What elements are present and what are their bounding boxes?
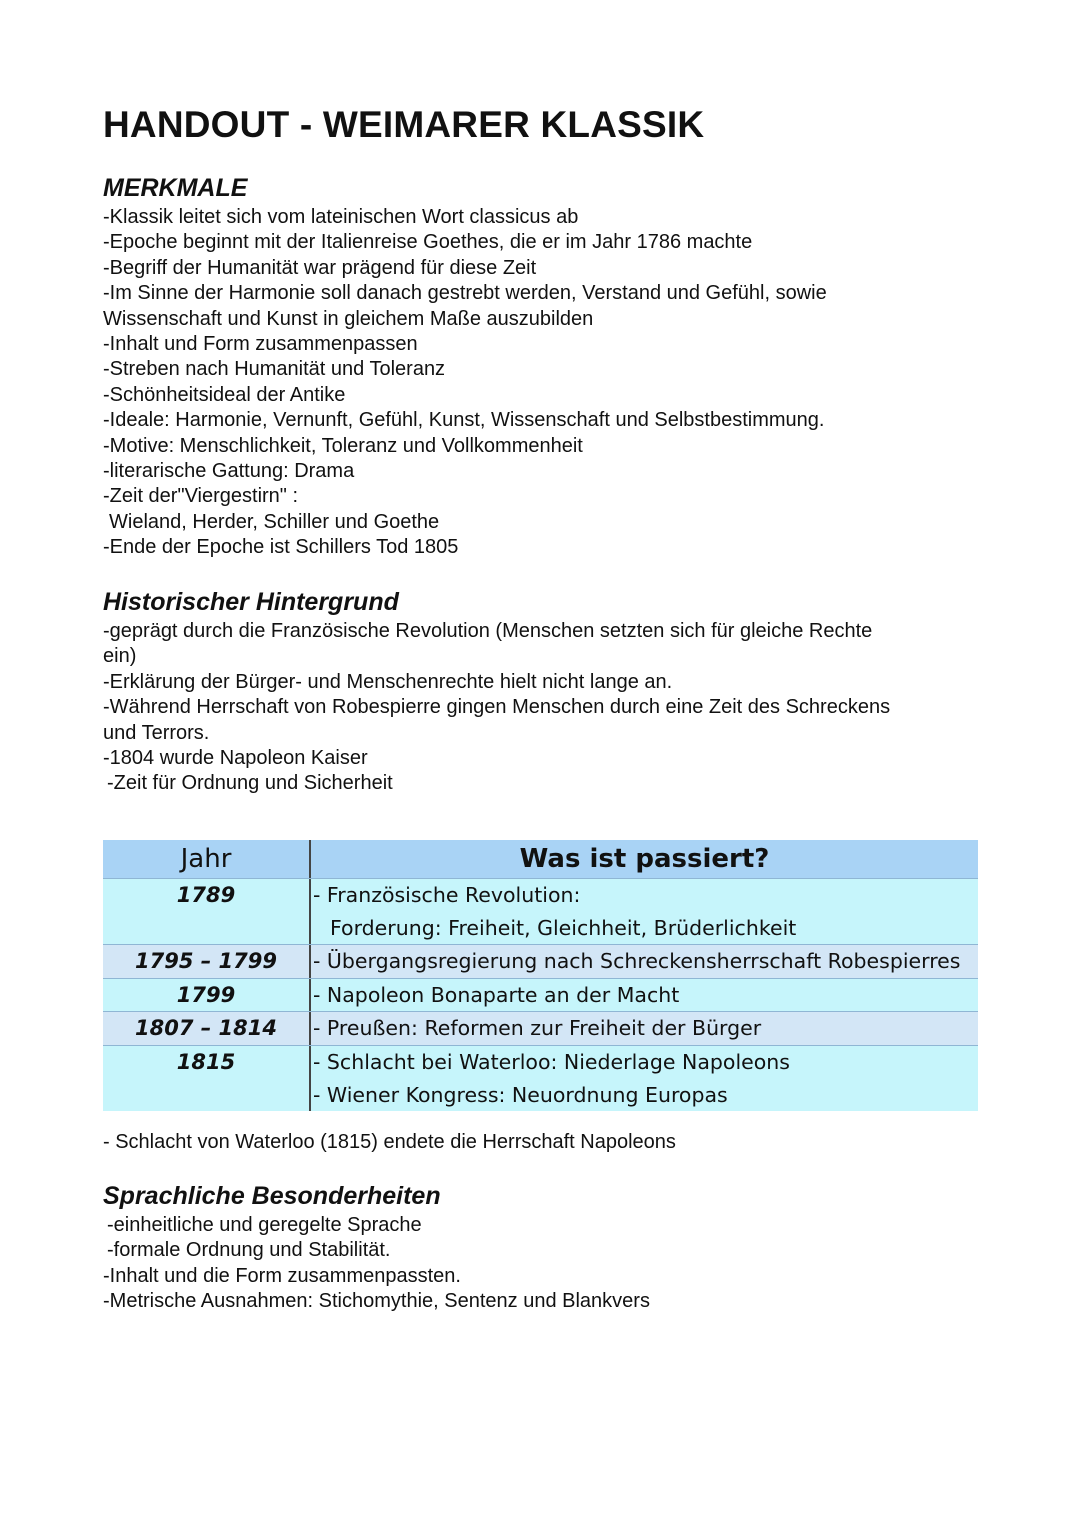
year-cell: 1795 – 1799 (103, 945, 311, 978)
list-item: -einheitliche und geregelte Sprache (107, 1214, 422, 1236)
list-item: -Ideale: Harmonie, Vernunft, Gefühl, Kunst, Wissenschaft und Selbstbestimmung. (103, 409, 825, 432)
merkmale-list (103, 205, 983, 561)
list-item: ein) (103, 645, 137, 668)
year-cell: 1815 (103, 1046, 311, 1111)
list-item: Wissenschaft und Kunst in gleichem Maße auszubilden (103, 307, 594, 330)
event-cell (311, 1012, 978, 1045)
list-item: -literarische Gattung: Drama (103, 460, 355, 483)
waterloo-note: - Schlacht von Waterloo (1815) endete die Herrschaft Napoleons (103, 1131, 676, 1153)
list-item: -formale Ordnung und Stabilität. (107, 1239, 391, 1262)
list-item: -Im Sinne der Harmonie soll danach gestrebt werden, Verstand und Gefühl, sowie (103, 282, 827, 305)
list-item: -1804 wurde Napoleon Kaiser (103, 747, 368, 770)
list-item: -Zeit für Ordnung und Sicherheit (107, 772, 393, 795)
event-line: - Übergangsregierung nach Schreckensherrschaft Robespierres (313, 949, 961, 974)
list-item: -Inhalt und die Form zusammenpassten. (103, 1264, 461, 1287)
list-item: -Motive: Menschlichkeit, Toleranz und Vollkommenheit (103, 434, 583, 457)
table-row (103, 879, 978, 945)
event-line: - Schlacht bei Waterloo: Niederlage Napoleons (313, 1049, 790, 1074)
table-header (103, 840, 978, 879)
table-row (103, 945, 978, 979)
list-item: -Klassik leitet sich vom lateinischen Wort classicus ab (103, 206, 579, 228)
merkmale-heading: MERKMALE (103, 174, 248, 202)
sprache-list (103, 1213, 983, 1315)
page-title: HANDOUT - WEIMARER KLASSIK (103, 104, 705, 145)
sprache-section (103, 1182, 983, 1315)
event-line: - Napoleon Bonaparte an der Macht (313, 982, 680, 1007)
merkmale-section (103, 174, 983, 561)
list-item: -Ende der Epoche ist Schillers Tod 1805 (103, 536, 459, 559)
column-header-event: Was ist passiert? (519, 844, 770, 874)
event-line: - Französische Revolution: (313, 883, 581, 907)
historisch-list (103, 619, 983, 797)
year-cell: 1807 – 1814 (103, 1012, 311, 1045)
event-cell (311, 945, 978, 978)
event-line: - Preußen: Reformen zur Freiheit der Bürger (313, 1016, 762, 1041)
list-item: -Inhalt und Form zusammenpassen (103, 333, 418, 356)
list-item: und Terrors. (103, 721, 210, 744)
historisch-section (103, 588, 983, 797)
table-row (103, 979, 978, 1013)
event-line: Forderung: Freiheit, Gleichheit, Brüderlichkeit (330, 915, 797, 940)
history-table (103, 840, 978, 1111)
event-cell (311, 1046, 978, 1111)
historisch-heading: Historischer Hintergrund (103, 588, 399, 616)
table-row (103, 1012, 978, 1046)
column-header-year: Jahr (103, 840, 311, 878)
list-item: -Epoche beginnt mit der Italienreise Goethes, die er im Jahr 1786 machte (103, 231, 753, 254)
event-line: - Wiener Kongress: Neuordnung Europas (313, 1082, 728, 1107)
table-row (103, 1046, 978, 1111)
sprache-heading: Sprachliche Besonderheiten (103, 1182, 441, 1210)
list-item: -Metrische Ausnahmen: Stichomythie, Sentenz und Blankvers (103, 1290, 650, 1313)
list-item: -Streben nach Humanität und Toleranz (103, 358, 446, 381)
event-cell (311, 979, 978, 1012)
list-item: -Schönheitsideal der Antike (103, 383, 346, 406)
list-item: -geprägt durch die Französische Revolution (Menschen setzten sich für gleiche Rechte (103, 620, 873, 642)
list-item: -Während Herrschaft von Robespierre gingen Menschen durch eine Zeit des Schreckens (103, 696, 891, 719)
event-cell (311, 879, 978, 944)
list-item: -Begriff der Humanität war prägend für diese Zeit (103, 256, 537, 279)
year-cell: 1789 (103, 879, 311, 944)
year-cell: 1799 (103, 979, 311, 1012)
list-item: -Erklärung der Bürger- und Menschenrechte hielt nicht lange an. (103, 670, 673, 693)
waterloo-note-section (103, 1130, 983, 1155)
list-item: -Zeit der"Viergestirn" : (103, 485, 299, 508)
list-item: Wieland, Herder, Schiller und Goethe (109, 510, 440, 533)
